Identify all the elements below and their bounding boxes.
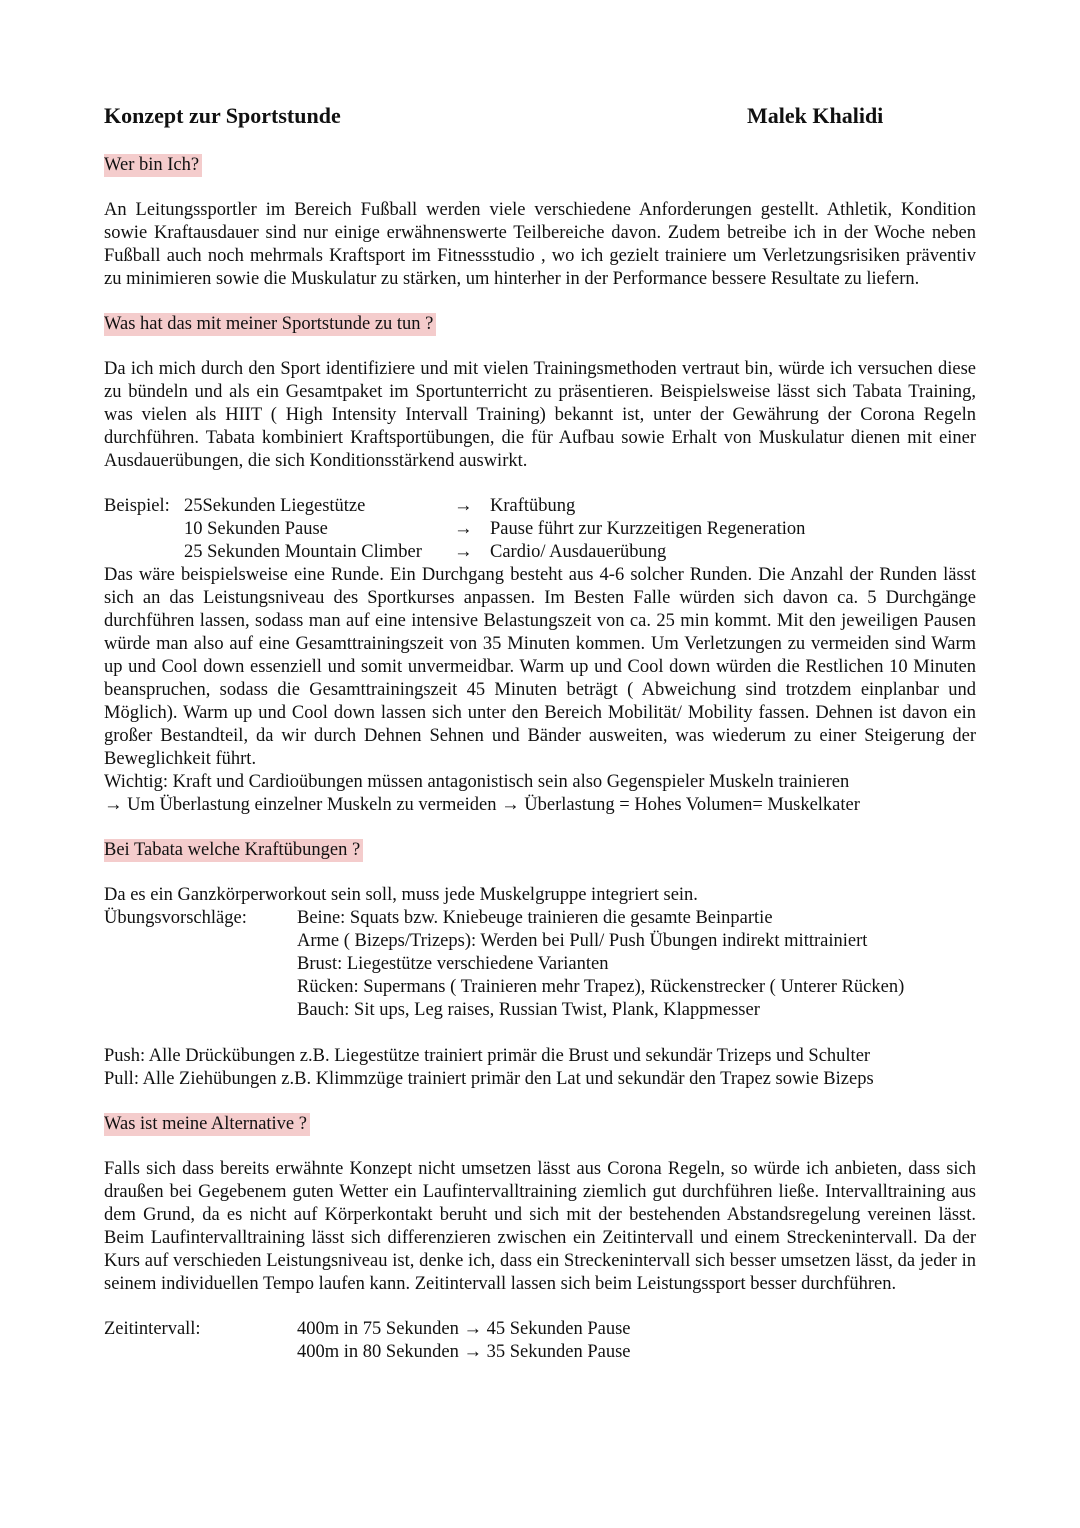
example-row (104, 495, 976, 518)
important-note-detail: → Um Überlastung einzelner Muskeln zu vermeiden → Überlastung = Hohes Volumen= Muskelkater (104, 795, 860, 815)
time-interval-block (104, 1318, 976, 1364)
list-item: Arme ( Bizeps/Trizeps): Werden bei Pull/ Push Übungen indirekt mittrainiert (297, 931, 868, 951)
section-relation-text: Da ich mich durch den Sport identifiziere und mit vielen Trainingsmethoden vertraut bin, würde ich versuchen diese zu bündeln und als ein Gesamtpaket im Sportunterricht zu präsentieren. Beispielsweise lässt sich Tabata Training, was vielen als HIIT ( High Intensity Intervall Training) bekannt ist, unter der Gewährung der Corona Regeln durchführen. Tabata kombiniert Kraftsportübungen, die für Aufbau sowie Erhalt von Muskulatur dienen mit einer Ausdauerübungen, die sich Konditionsstärkend auswirkt. (104, 359, 976, 471)
section-alternative-text: Falls sich dass bereits erwähnte Konzept nicht umsetzen lässt aus Corona Regeln, so würde ich anbieten, dass sich draußen bei Gegebenem guten Wetter ein Laufintervalltraining ziemlich gut durchführen ließe. Intervalltraining aus dem Grund, da es nicht auf Körperkontakt beruht und sich mit der bestehenden Abstandsregelung vereinen lässt. Beim Laufintervalltraining lässt sich differenzieren zwischen ein Zeitintervall und einem Streckenintervall. Da der Kurs auf verschieden Leistungsniveau ist, denke ich, dass ein Streckenintervall sich besser umsetzen lässt, da jeder in seinem individuellen Tempo laufen kann. Zeitintervall lassen sich beim Leistungssport besser durchführen. (104, 1159, 976, 1294)
section-who (104, 154, 976, 177)
example-exercise: 10 Sekunden Pause (184, 519, 328, 539)
section-heading-exercises: Bei Tabata welche Kraftübungen ? (104, 839, 363, 862)
author-name: Malek Khalidi (747, 103, 884, 128)
exercise-list (297, 907, 976, 1022)
example-result: Pause führt zur Kurzzeitigen Regeneration (490, 519, 806, 539)
list-item: 400m in 75 Sekunden → 45 Sekunden Pause (297, 1319, 631, 1339)
time-interval-label: Zeitintervall: (104, 1319, 201, 1339)
push-note: Push: Alle Drückübungen z.B. Liegestütze trainiert primär die Brust und sekundär Trizeps und Schulter (104, 1046, 871, 1066)
section-relation (104, 313, 976, 336)
section-alternative (104, 1113, 976, 1136)
important-note: Wichtig: Kraft und Cardioübungen müssen antagonistisch sein also Gegenspieler Muskeln trainieren (104, 772, 850, 792)
arrow-icon: → (454, 519, 473, 539)
list-item: Brust: Liegestütze verschiedene Varianten (297, 954, 609, 974)
exercise-suggestions-label: Übungsvorschläge: (104, 908, 247, 928)
section-exercises (104, 839, 976, 862)
example-row (104, 518, 976, 541)
pull-note: Pull: Alle Ziehübungen z.B. Klimmzüge trainiert primär den Lat und sekundär den Trapez sowie Bizeps (104, 1069, 874, 1089)
section-who-text: An Leitungssportler im Bereich Fußball werden viele verschiedene Anforderungen gestellt. Athletik, Kondition sowie Kraftausdauer sind nur einige erwähnenswerte Teilbereiche davon. Zudem betreibe ich in der Woche neben Fußball auch noch mehrmals Kraftsport im Fitnessstudio , wo ich gezielt trainiere um Verletzungsrisiken präventiv zu minimieren sowie die Muskulatur zu stärken, um hinterher in der Performance bessere Resultate zu liefern. (104, 200, 976, 289)
example-exercise: 25Sekunden Liegestütze (184, 496, 366, 516)
example-label: Beispiel: (104, 496, 170, 516)
exercises-intro: Da es ein Ganzkörperworkout sein soll, muss jede Muskelgruppe integriert sein. (104, 885, 698, 905)
exercise-suggestions (104, 907, 976, 1022)
example-result: Kraftübung (490, 496, 576, 516)
list-item: Rücken: Supermans ( Trainieren mehr Trapez), Rückenstrecker ( Unterer Rücken) (297, 977, 905, 997)
section-relation-paragraph2: Das wäre beispielsweise eine Runde. Ein Durchgang besteht aus 4-6 solcher Runden. Die Anzahl der Runden lässt sich an das Leistungsniveau des Sportkurses anpassen. Im Besten Falle würden sich davon ca. 5 Durchgänge durchführen lassen, sodass man auf eine intensive Belastungszeit von ca. 25 min kommt. Mit den jeweiligen Pausen würde man also auf eine Gesamttrainingszeit von 35 Minuten kommen. Um Verletzungen zu vermeiden sind Warm up und Cool down essenziell und somit unvermeidbar. Warm up und Cool down würden die Restlichen 10 Minuten beanspruchen, sodass die Gesamttrainingszeit 45 Minuten beträgt ( Abweichung sind trotzdem einplanbar und Möglich). Warm up und Cool down lassen sich unter den Bereich Mobilität/ Mobility fassen. Dehnen ist davon ein großer Bestandteil, da wir durch Dehnen Sehnen und Bänder ausweiten, was wiederum zu einer Steigerung der Beweglichkeit führt. (104, 565, 976, 769)
arrow-icon: → (454, 496, 473, 516)
example-block (104, 495, 976, 564)
document-title: Konzept zur Sportstunde (104, 103, 341, 128)
arrow-icon: → (454, 542, 473, 562)
example-row (104, 541, 976, 564)
section-heading-relation: Was hat das mit meiner Sportstunde zu tun ? (104, 313, 436, 336)
time-interval-list (297, 1318, 976, 1364)
section-heading-alternative: Was ist meine Alternative ? (104, 1113, 310, 1136)
document-header (104, 100, 976, 140)
list-item: 400m in 80 Sekunden → 35 Sekunden Pause (297, 1342, 631, 1362)
example-result: Cardio/ Ausdauerübung (490, 542, 667, 562)
example-exercise: 25 Sekunden Mountain Climber (184, 542, 422, 562)
list-item: Beine: Squats bzw. Kniebeuge trainieren die gesamte Beinpartie (297, 908, 773, 928)
section-heading-who: Wer bin Ich? (104, 154, 202, 177)
list-item: Bauch: Sit ups, Leg raises, Russian Twist, Plank, Klappmesser (297, 1000, 760, 1020)
